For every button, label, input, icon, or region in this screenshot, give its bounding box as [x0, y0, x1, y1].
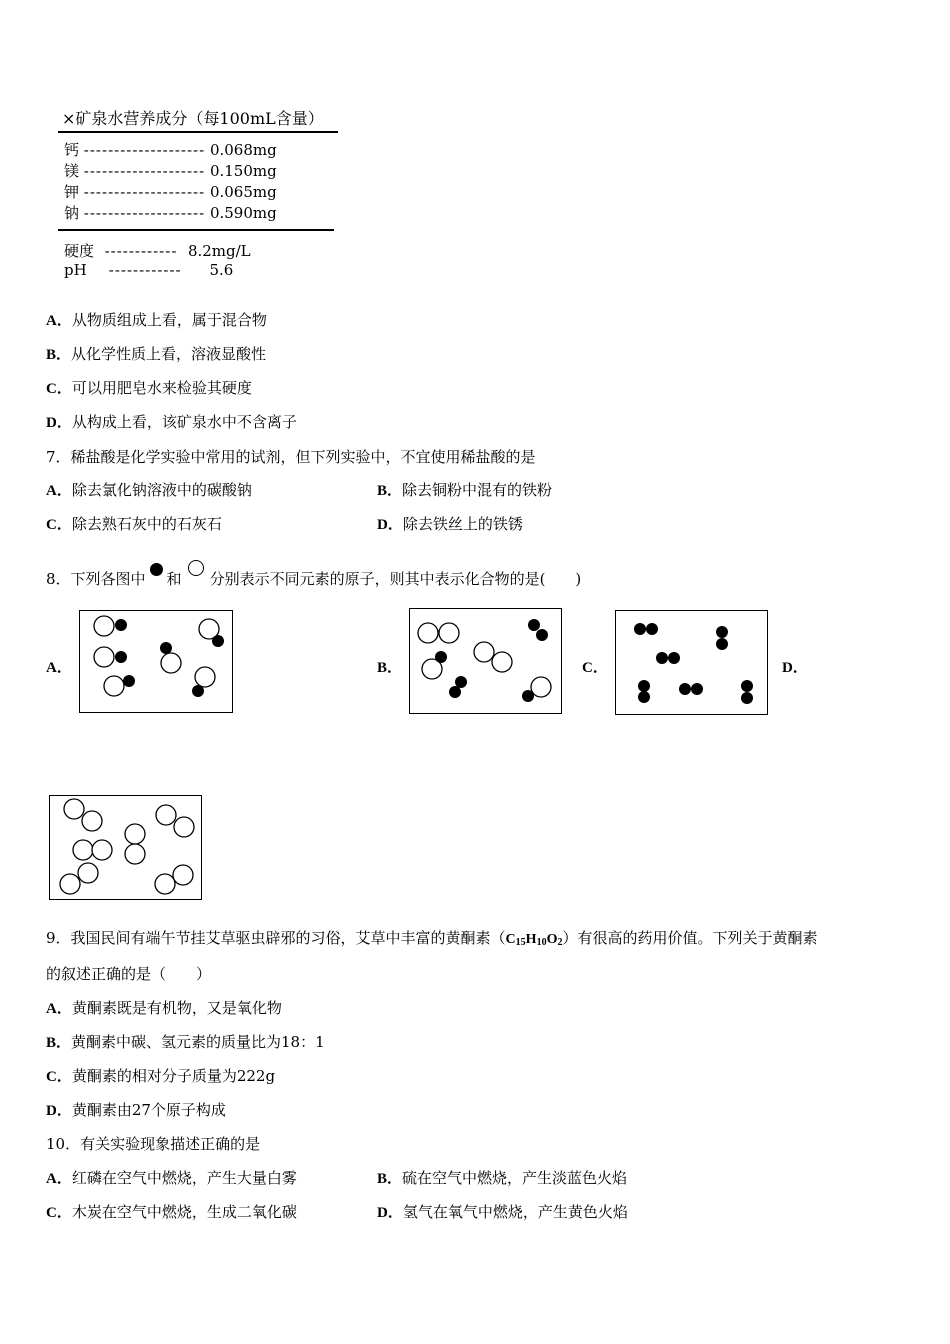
white-atom	[531, 677, 551, 697]
black-atom	[528, 619, 540, 631]
option-text: 硫在空气中燃烧，产生淡蓝色火焰	[402, 1169, 628, 1187]
option-text: 可以用肥皂水来检验其硬度	[71, 379, 252, 397]
white-atom	[92, 840, 112, 860]
nutrient-value: 0.590mg	[209, 204, 277, 222]
black-atom	[741, 680, 753, 692]
black-atom	[536, 629, 548, 641]
white-atom	[174, 817, 194, 837]
extra-name: 硬度	[64, 242, 95, 260]
black-atom	[160, 642, 172, 654]
white-atom	[104, 676, 124, 696]
black-atom	[691, 683, 703, 695]
option-text: 从构成上看，该矿泉水中不含离子	[71, 413, 297, 431]
black-atom	[716, 626, 728, 638]
extra-name: pH	[64, 261, 87, 279]
formula	[506, 932, 563, 947]
q9-option-d	[46, 1099, 226, 1122]
label-title: ×矿泉水营养成分（每100mL含量）	[62, 109, 324, 128]
black-atom	[679, 683, 691, 695]
black-atom	[192, 685, 204, 697]
black-atom	[646, 623, 658, 635]
white-atom	[125, 824, 145, 844]
option-text: 从物质组成上看，属于混合物	[71, 311, 267, 329]
white-atom	[125, 844, 145, 864]
q10-option-c	[46, 1201, 297, 1224]
q9-stem-line2: 的叙述正确的是（ ）	[46, 965, 212, 983]
q9-option-c	[46, 1065, 275, 1088]
option-letter: A．	[46, 1171, 72, 1187]
formula-o-sub: 2	[557, 937, 563, 948]
dot-leader: --------------------	[83, 141, 206, 159]
option-text: 除去氯化钠溶液中的碳酸钠	[71, 481, 252, 499]
formula-o: O	[546, 932, 558, 947]
black-atom	[656, 652, 668, 664]
black-atom	[449, 686, 461, 698]
option-text: 氢气在氧气中燃烧，产生黄色火焰	[402, 1203, 628, 1221]
black-atom	[741, 692, 753, 704]
option-letter: D．	[377, 1205, 403, 1221]
q8-stem-part: 分别表示不同元素的原子，则其中表示化合物的是( )	[209, 570, 582, 588]
extra-value: 5.6	[209, 261, 234, 279]
option-letter: D．	[46, 1103, 72, 1119]
nutrient-name: 钠	[64, 204, 80, 222]
option-text: 黄酮素既是有机物，又是氧化物	[71, 999, 282, 1017]
option-letter: B．	[377, 483, 403, 499]
option-letter: C．	[46, 1069, 72, 1085]
black-atom	[123, 675, 135, 687]
q8-label-a: A．	[46, 660, 72, 676]
nutrient-value: 0.065mg	[209, 183, 277, 201]
white-atom	[82, 811, 102, 831]
q8-stem-part: 和	[166, 570, 182, 588]
q10-stem: 10．有关实验现象描述正确的是	[46, 1135, 261, 1153]
option-letter: C．	[46, 1205, 72, 1221]
nutrient-value: 0.068mg	[209, 141, 277, 159]
q9-stem-part: ）有很高的药用价值。下列关于黄酮素	[562, 929, 818, 947]
q8-label-d: D．	[782, 660, 808, 676]
q8-label-c: C．	[582, 660, 608, 676]
option-text: 黄酮素的相对分子质量为222g	[71, 1067, 276, 1085]
white-atom	[492, 652, 512, 672]
white-atom	[439, 623, 459, 643]
white-atom	[156, 805, 176, 825]
white-atom	[155, 874, 175, 894]
white-atom	[60, 874, 80, 894]
nutrient-value: 0.150mg	[209, 162, 277, 180]
nutrient-name: 钾	[64, 183, 80, 201]
white-atom	[94, 616, 114, 636]
option-text: 从化学性质上看，溶液显酸性	[71, 345, 267, 363]
dot-leader: --------------------	[83, 162, 206, 180]
q8-stem-part: 8．下列各图中	[46, 570, 146, 588]
q10-option-a	[46, 1167, 297, 1190]
white-atom	[161, 653, 181, 673]
white-atom	[64, 799, 84, 819]
white-atom	[173, 865, 193, 885]
option-text: 除去熟石灰中的石灰石	[71, 515, 222, 533]
nutrient-name: 钙	[64, 141, 80, 159]
black-atom	[212, 635, 224, 647]
black-atom	[638, 680, 650, 692]
formula-h: H	[525, 932, 537, 947]
q7-stem: 7．稀盐酸是化学实验中常用的试剂，但下列实验中，不宜使用稀盐酸的是	[46, 448, 536, 466]
black-atom	[435, 651, 447, 663]
q9-option-b	[46, 1031, 325, 1054]
option-letter: A．	[46, 1001, 72, 1017]
dot-leader: ------------	[91, 261, 205, 279]
dot-leader: ------------	[98, 242, 184, 260]
black-atom	[115, 651, 127, 663]
black-atom	[716, 638, 728, 650]
q8-label-b: B．	[377, 660, 403, 676]
option-letter: C．	[46, 517, 72, 533]
formula-h-sub: 10	[536, 937, 547, 948]
q9-stem	[46, 927, 817, 954]
option-letter: D．	[377, 517, 403, 533]
black-atom	[638, 691, 650, 703]
formula-c-sub: 15	[515, 937, 526, 948]
q10-option-b	[377, 1167, 627, 1190]
option-text: 黄酮素由27个原子构成	[71, 1101, 226, 1119]
white-atom	[418, 623, 438, 643]
option-letter: B．	[46, 347, 72, 363]
formula-c: C	[505, 932, 516, 947]
black-atom	[634, 623, 646, 635]
option-letter: D．	[46, 415, 72, 431]
option-letter: A．	[46, 313, 72, 329]
option-letter: C．	[46, 381, 72, 397]
nutrient-name: 镁	[64, 162, 80, 180]
q9-option-a	[46, 997, 282, 1020]
option-text: 除去铁丝上的铁锈	[402, 515, 523, 533]
white-atom	[73, 840, 93, 860]
option-letter: A．	[46, 483, 72, 499]
option-text: 木炭在空气中燃烧，生成二氧化碳	[71, 1203, 297, 1221]
extra-value: 8.2mg/L	[187, 242, 251, 260]
option-letter: B．	[377, 1171, 403, 1187]
q9-stem-part: 9．我国民间有端午节挂艾草驱虫辟邪的习俗，艾草中丰富的黄酮素（	[46, 929, 506, 947]
white-atom	[195, 667, 215, 687]
option-text: 黄酮素中碳、氢元素的质量比为18：1	[71, 1033, 325, 1051]
q10-option-d	[377, 1201, 628, 1224]
black-atom	[115, 619, 127, 631]
dot-leader: --------------------	[83, 183, 206, 201]
option-text: 红磷在空气中燃烧，产生大量白雾	[71, 1169, 297, 1187]
black-atom	[522, 690, 534, 702]
black-atom	[455, 676, 467, 688]
black-atom	[668, 652, 680, 664]
option-letter: B．	[46, 1035, 72, 1051]
white-atom	[78, 863, 98, 883]
white-atom	[474, 642, 494, 662]
white-atom	[94, 647, 114, 667]
dot-leader: --------------------	[83, 204, 206, 222]
option-text: 除去铜粉中混有的铁粉	[402, 481, 553, 499]
